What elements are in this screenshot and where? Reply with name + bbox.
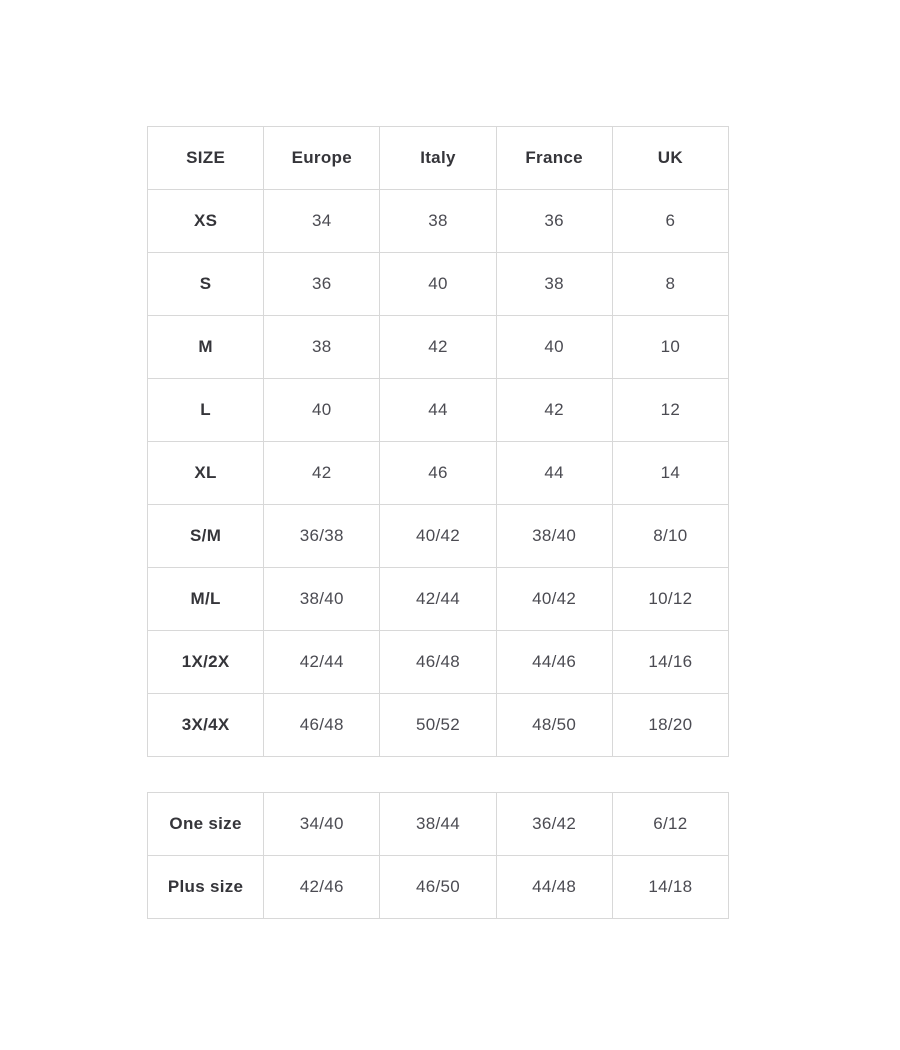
table-cell: 12 [612, 379, 728, 442]
table-cell: 10/12 [612, 568, 728, 631]
row-label: L [148, 379, 264, 442]
table-cell: 44/48 [496, 856, 612, 919]
column-header-uk: UK [612, 127, 728, 190]
table-cell: 14/16 [612, 631, 728, 694]
table-row [148, 316, 729, 379]
table-row [148, 793, 729, 856]
row-label: 1X/2X [148, 631, 264, 694]
row-label: Plus size [148, 856, 264, 919]
table-cell: 44/46 [496, 631, 612, 694]
table-cell: 38/44 [380, 793, 496, 856]
table-cell: 40 [264, 379, 380, 442]
row-label: S [148, 253, 264, 316]
table-cell: 38 [380, 190, 496, 253]
row-label: XS [148, 190, 264, 253]
table-cell: 10 [612, 316, 728, 379]
table-cell: 40 [496, 316, 612, 379]
table-row [148, 568, 729, 631]
column-header-italy: Italy [380, 127, 496, 190]
table-cell: 38 [496, 253, 612, 316]
table-row [148, 694, 729, 757]
row-label: M [148, 316, 264, 379]
table-cell: 40 [380, 253, 496, 316]
table-cell: 42 [380, 316, 496, 379]
special-sizes-table [147, 792, 729, 919]
table-row [148, 505, 729, 568]
table-cell: 36 [496, 190, 612, 253]
table-cell: 6 [612, 190, 728, 253]
row-label: One size [148, 793, 264, 856]
table-cell: 46/50 [380, 856, 496, 919]
row-label: S/M [148, 505, 264, 568]
table-row [148, 631, 729, 694]
row-label: 3X/4X [148, 694, 264, 757]
header-row [148, 127, 729, 190]
table-cell: 38/40 [496, 505, 612, 568]
column-header-europe: Europe [264, 127, 380, 190]
table-row [148, 253, 729, 316]
table-cell: 50/52 [380, 694, 496, 757]
table-cell: 38/40 [264, 568, 380, 631]
table-cell: 38 [264, 316, 380, 379]
table-row [148, 442, 729, 505]
table-row [148, 190, 729, 253]
table-cell: 46/48 [264, 694, 380, 757]
table-row [148, 856, 729, 919]
column-header-france: France [496, 127, 612, 190]
size-chart [147, 126, 729, 919]
table-cell: 40/42 [496, 568, 612, 631]
table-cell: 34/40 [264, 793, 380, 856]
table-cell: 42 [264, 442, 380, 505]
table-cell: 36 [264, 253, 380, 316]
row-label: XL [148, 442, 264, 505]
column-header-size: SIZE [148, 127, 264, 190]
table-cell: 44 [380, 379, 496, 442]
table-cell: 42/44 [380, 568, 496, 631]
table-cell: 44 [496, 442, 612, 505]
table-row [148, 379, 729, 442]
table-cell: 18/20 [612, 694, 728, 757]
table-cell: 36/42 [496, 793, 612, 856]
table-cell: 48/50 [496, 694, 612, 757]
table-cell: 14/18 [612, 856, 728, 919]
size-conversion-table [147, 126, 729, 757]
table-cell: 8 [612, 253, 728, 316]
table-cell: 6/12 [612, 793, 728, 856]
table-cell: 34 [264, 190, 380, 253]
table-cell: 46 [380, 442, 496, 505]
row-label: M/L [148, 568, 264, 631]
table-cell: 46/48 [380, 631, 496, 694]
table-cell: 14 [612, 442, 728, 505]
table-cell: 42/46 [264, 856, 380, 919]
table-cell: 42/44 [264, 631, 380, 694]
table-cell: 40/42 [380, 505, 496, 568]
table-cell: 8/10 [612, 505, 728, 568]
table-cell: 42 [496, 379, 612, 442]
table-cell: 36/38 [264, 505, 380, 568]
